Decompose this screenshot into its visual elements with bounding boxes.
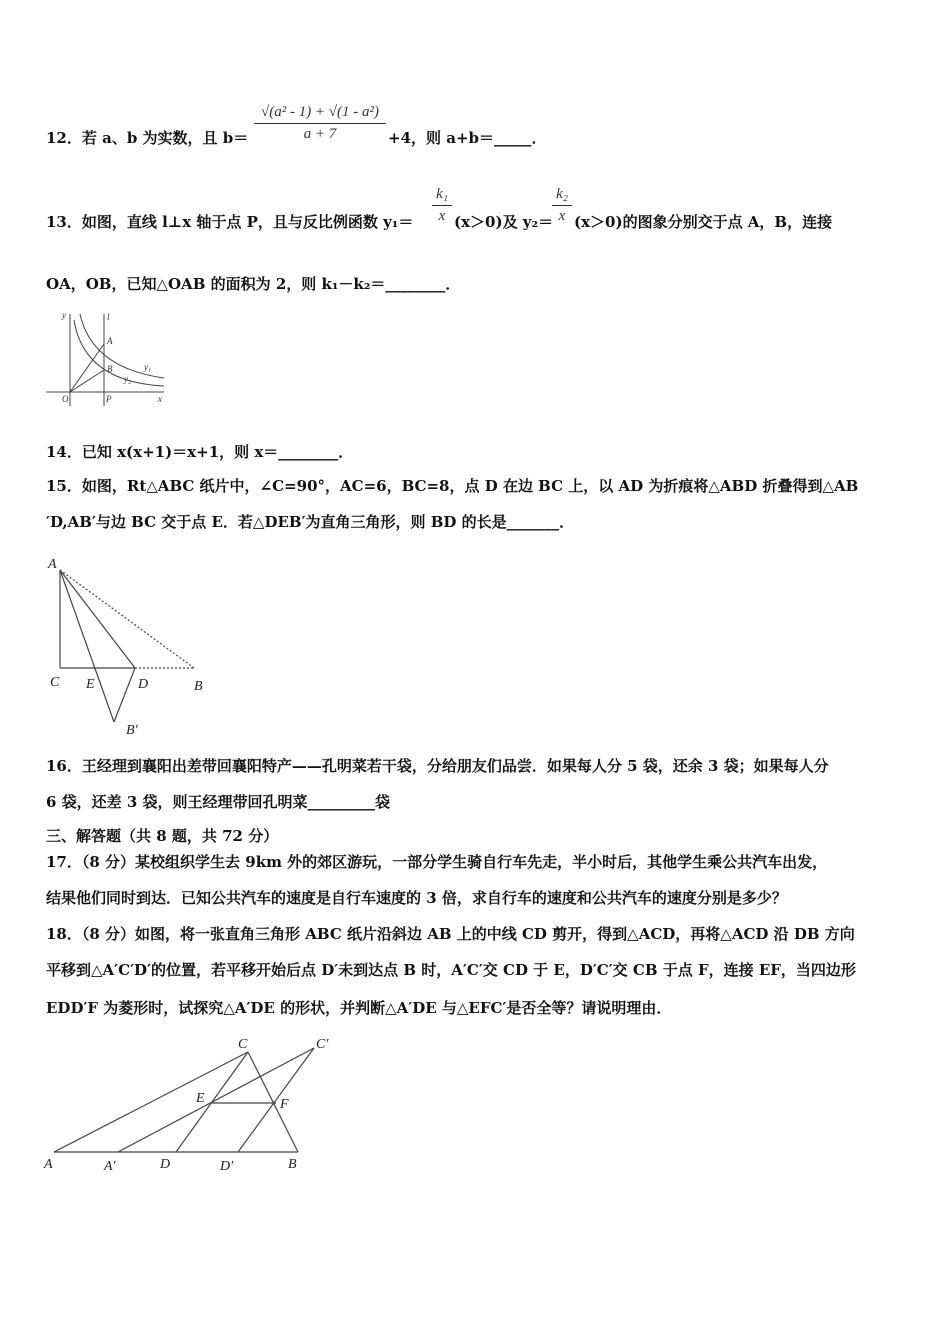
- q13-figure: [44, 308, 174, 408]
- q15-label-D: D: [138, 677, 149, 692]
- section3-title: 三、解答题（共 8 题，共 72 分）: [46, 827, 279, 845]
- q18-label-A-prime: A′: [104, 1159, 116, 1174]
- q18-label-A: A: [44, 1157, 53, 1172]
- q18-label-C-prime: C′: [316, 1037, 329, 1052]
- q13-label-y2: y₂: [124, 374, 132, 384]
- q15-label-B: B: [194, 679, 203, 694]
- q15-label-A: A: [48, 557, 57, 572]
- q13-frac2-denominator: x: [558, 208, 566, 224]
- q13-label-y1: y₁: [144, 362, 152, 372]
- q13-label-A: A: [107, 336, 113, 346]
- q12-numerator: √(a² - 1) + √(1 - a²): [260, 104, 380, 120]
- q18-label-D: D: [160, 1157, 171, 1172]
- q18-label-C: C: [238, 1037, 248, 1052]
- q15-label-E: E: [86, 677, 95, 692]
- q18-label-B: B: [288, 1157, 297, 1172]
- q13-line1-c: (x＞0)的图象分别交于点 A，B，连接: [574, 213, 833, 231]
- q18-line2: 平移到△A′C′D′的位置，若平移开始后点 D′未到达点 B 时，A′C′交 CD 于 E，D′C′交 CB 于点 F，连接 EF，当四边形: [46, 961, 856, 979]
- q18-label-F: F: [280, 1097, 289, 1112]
- q12-fraction: [254, 104, 386, 143]
- q13-fraction-2: [552, 186, 572, 225]
- q14-text: 14．已知 x(x+1)＝x+1，则 x＝________．: [46, 443, 354, 461]
- q13-label-y: y: [62, 310, 66, 320]
- q12-suffix: +4，则 a+b＝_____．: [388, 129, 547, 147]
- q18-label-D-prime: D′: [220, 1159, 234, 1174]
- q16-line1: 16．王经理到襄阳出差带回襄阳特产——孔明菜若干袋，分给朋友们品尝．如果每人分 5 袋，还余 3 袋；如果每人分: [46, 757, 829, 775]
- q16-line2: 6 袋，还差 3 袋，则王经理带回孔明菜_________袋: [46, 793, 391, 811]
- q15-figure: [40, 552, 220, 740]
- q15-label-C: C: [50, 675, 60, 690]
- q13-label-x: x: [158, 394, 162, 404]
- q15-line1: 15．如图，Rt△ABC 纸片中，∠C=90°，AC=6，BC=8，点 D 在边 BC 上，以 AD 为折痕将△ABD 折叠得到△AB: [46, 477, 859, 495]
- q17-line2: 结果他们同时到达．已知公共汽车的速度是自行车速度的 3 倍，求自行车的速度和公共汽车的速度分别是多少？: [46, 889, 787, 907]
- q13-frac2-numerator: k₂: [556, 186, 568, 202]
- q13-label-O: O: [62, 394, 69, 404]
- q18-line3: EDD′F 为菱形时，试探究△A′DE 的形状，并判断△A′DE 与△EFC′是否全等？请说明理由．: [46, 999, 672, 1017]
- q12-denominator: a + 7: [303, 126, 337, 142]
- q18-label-E: E: [196, 1091, 205, 1106]
- q18-line1: 18．（8 分）如图，将一张直角三角形 ABC 纸片沿斜边 AB 上的中线 CD 剪开，得到△ACD，再将△ACD 沿 DB 方向: [46, 925, 855, 943]
- q13-label-B: B: [107, 364, 113, 374]
- q12-prefix: 12．若 a、b 为实数，且 b＝: [46, 129, 249, 147]
- q13-line1-b: (x＞0)及 y₂＝: [454, 213, 554, 231]
- q13-label-P: P: [106, 394, 112, 404]
- q13-frac1-denominator: x: [438, 208, 446, 224]
- q17-line1: 17．（8 分）某校组织学生去 9km 外的郊区游玩，一部分学生骑自行车先走，半小时后，其他学生乘公共汽车出发，: [46, 853, 828, 871]
- q13-label-l: l: [107, 312, 110, 322]
- q13-fraction-1: [432, 186, 452, 225]
- q13-line2: OA，OB，已知△OAB 的面积为 2，则 k₁－k₂＝________．: [46, 275, 461, 293]
- q15-line2: ′D,AB′与边 BC 交于点 E．若△DEB′为直角三角形，则 BD 的长是_______．: [46, 513, 575, 531]
- q15-label-B-prime: B′: [126, 723, 138, 738]
- q13-line1-a: 13．如图，直线 l⊥x 轴于点 P，且与反比例函数 y₁＝: [46, 213, 414, 231]
- q13-frac1-numerator: k₁: [436, 186, 448, 202]
- q18-figure: [40, 1032, 340, 1182]
